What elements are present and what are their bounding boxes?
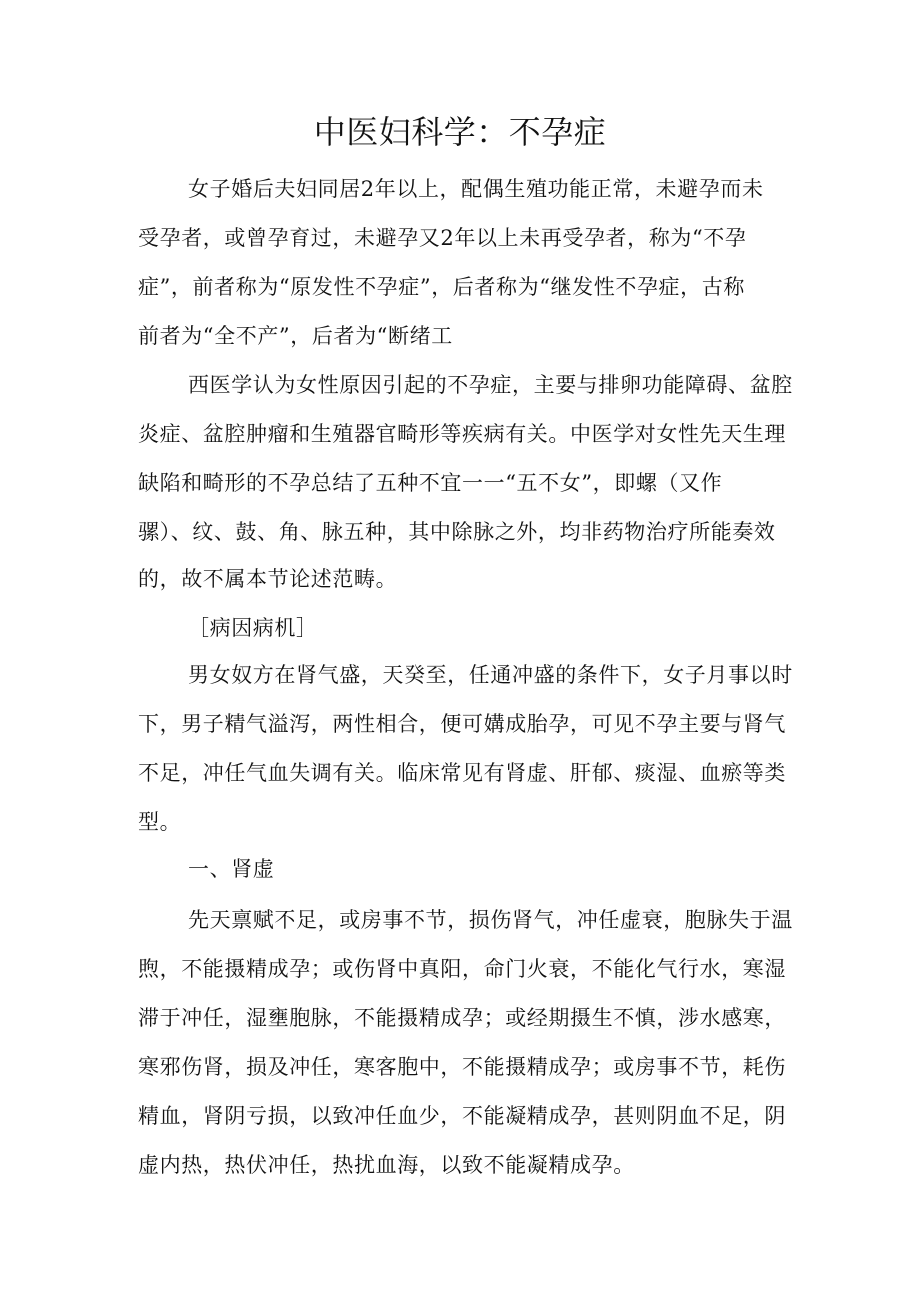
paragraph-3-line: 不足，冲任气血失调有关。临床常见有肾虚、肝郁、痰湿、血瘀等类 bbox=[138, 761, 786, 785]
paragraph-4-line: 滞于冲任，湿壅胞脉，不能摄精成孕；或经期摄生不慎，涉水感寒， bbox=[138, 1006, 786, 1030]
paragraph-3-line: 型。 bbox=[138, 810, 182, 834]
paragraph-3-line: 下，男子精气溢泻，两性相合，便可媾成胎孕，可见不孕主要与肾气 bbox=[138, 712, 786, 736]
paragraph-4-line: 先天禀赋不足，或房事不节，损伤肾气，冲任虚衰，胞脉失于温 bbox=[188, 908, 793, 932]
paragraph-2-line: 的，故不属本节论述范畴。 bbox=[138, 567, 398, 591]
page-title: 中医妇科学：不孕症 bbox=[313, 113, 607, 151]
paragraph-2-line: 缺陷和畸形的不孕总结了五种不宜一一“五不女”，即螺（又作 bbox=[138, 471, 723, 495]
paragraph-1-line: 前者为“全不产”，后者为“断绪工 bbox=[138, 324, 453, 348]
paragraph-2-line: 炎症、盆腔肿瘤和生殖器官畸形等疾病有关。中医学对女性先天生理 bbox=[138, 422, 786, 446]
paragraph-1-line: 受孕者，或曾孕育过，未避孕又2年以上未再受孕者，称为“不孕 bbox=[138, 226, 747, 250]
section-heading: ［病因病机］ bbox=[188, 616, 318, 640]
paragraph-4-line: 煦，不能摄精成孕；或伤肾中真阳，命门火衰，不能化气行水，寒湿 bbox=[138, 957, 786, 981]
paragraph-4-line: 寒邪伤肾，损及冲任，寒客胞中，不能摄精成孕；或房事不节，耗伤 bbox=[138, 1055, 786, 1079]
paragraph-1-line: 症”，前者称为“原发性不孕症”，后者称为“继发性不孕症，古称 bbox=[138, 275, 745, 299]
paragraph-1-line: 女子婚后夫妇同居2年以上，配偶生殖功能正常，未避孕而未 bbox=[188, 177, 764, 201]
paragraph-4-line: 虚内热，热伏冲任，热扰血海，以致不能凝精成孕。 bbox=[138, 1153, 635, 1177]
subheading: 一、肾虚 bbox=[188, 857, 275, 881]
paragraph-3-line: 男女奴方在肾气盛，天癸至，任通冲盛的条件下，女子月事以时 bbox=[188, 663, 793, 687]
paragraph-2-line: 西医学认为女性原因引起的不孕症，主要与排卵功能障碍、盆腔 bbox=[188, 373, 793, 397]
paragraph-2-line: 骡）、纹、鼓、角、脉五种，其中除脉之外，均非药物治疗所能奏效 bbox=[138, 520, 776, 544]
paragraph-4-line: 精血，肾阴亏损，以致冲任血少，不能凝精成孕，甚则阴血不足，阴 bbox=[138, 1104, 786, 1128]
